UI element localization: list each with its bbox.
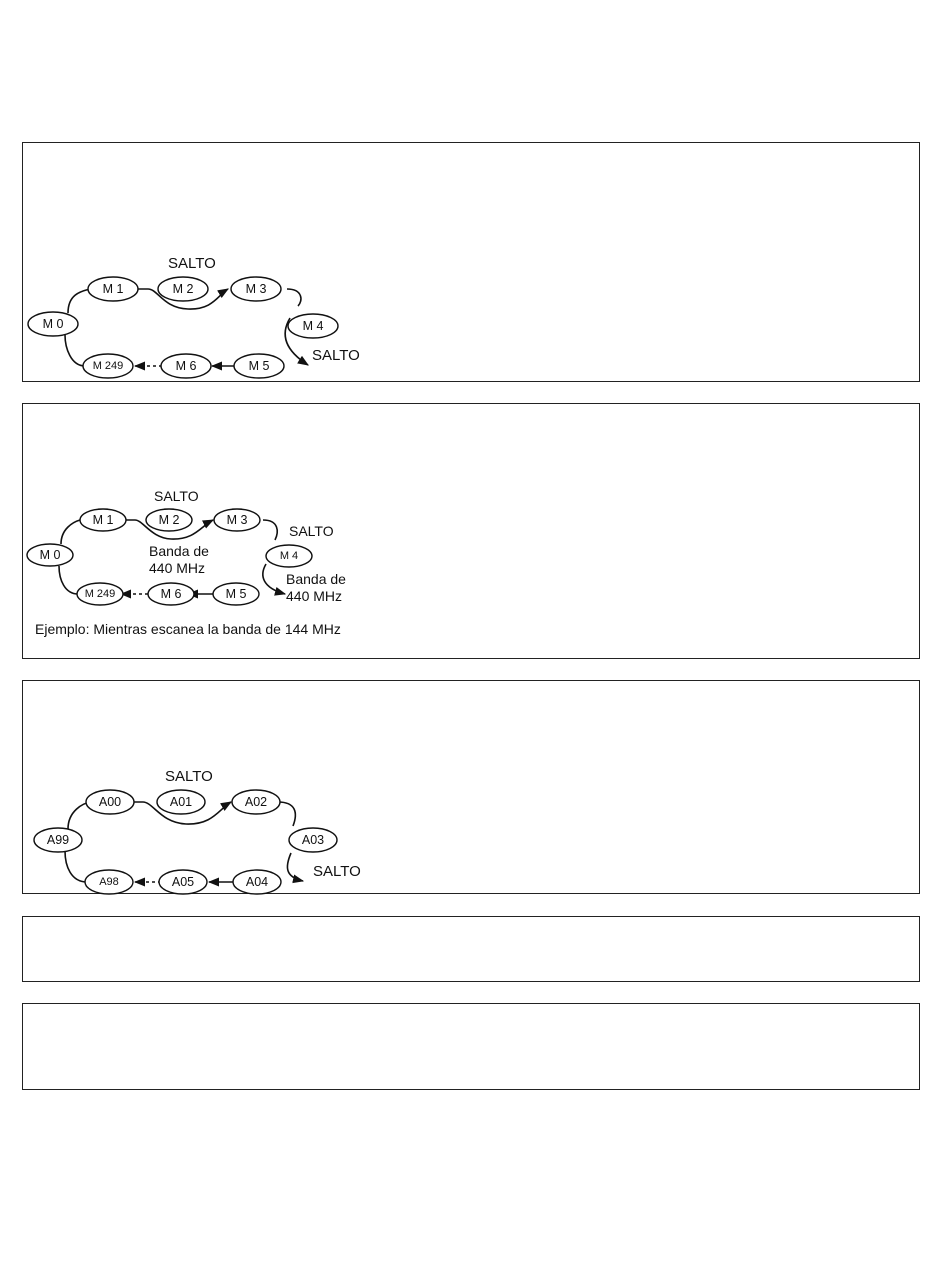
band-skip-diagram bbox=[23, 404, 921, 660]
edge-m0-m1 bbox=[61, 520, 80, 544]
node-label: M 249 bbox=[84, 588, 116, 600]
node-label: M 249 bbox=[92, 360, 124, 372]
node-label: M 2 bbox=[172, 282, 194, 296]
memory-skip-diagram bbox=[23, 143, 921, 383]
memory-node-m0 bbox=[27, 544, 73, 566]
node-label: M 5 bbox=[248, 359, 270, 373]
diagram-caption: Ejemplo: Mientras escanea la banda de 144 MHz bbox=[35, 621, 341, 637]
edge-a02-a03 bbox=[278, 802, 295, 826]
node-label: M 0 bbox=[39, 548, 61, 562]
node-label: M 5 bbox=[225, 587, 247, 601]
band-skip-diagram-box bbox=[22, 403, 920, 659]
memory-skip-diagram-box bbox=[22, 142, 920, 382]
channel-node-a98 bbox=[85, 870, 133, 894]
channel-skip-diagram-box bbox=[22, 680, 920, 894]
node-label: A05 bbox=[171, 875, 195, 889]
memory-node-m6 bbox=[161, 354, 211, 378]
node-label: M 4 bbox=[302, 319, 324, 333]
memory-node-m2 bbox=[146, 509, 192, 531]
memory-node-m3 bbox=[231, 277, 281, 301]
node-label: A02 bbox=[244, 795, 268, 809]
node-label: A00 bbox=[98, 795, 122, 809]
memory-node-m1 bbox=[80, 509, 126, 531]
memory-node-m249 bbox=[77, 583, 123, 605]
empty-frame-1 bbox=[22, 916, 920, 982]
skip-label-top: SALTO bbox=[168, 255, 216, 272]
channel-node-a03 bbox=[289, 828, 337, 852]
skip-label-top: SALTO bbox=[165, 768, 213, 785]
node-label: A04 bbox=[245, 875, 269, 889]
node-label: M 6 bbox=[175, 359, 197, 373]
memory-node-m5 bbox=[213, 583, 259, 605]
skip-label-right: SALTO bbox=[313, 863, 361, 880]
edge-a98-a99 bbox=[65, 851, 87, 882]
edge-m249-m0 bbox=[59, 566, 78, 594]
channel-node-a05 bbox=[159, 870, 207, 894]
edge-m0-m1 bbox=[68, 289, 90, 313]
memory-node-m3 bbox=[214, 509, 260, 531]
memory-node-m5 bbox=[234, 354, 284, 378]
node-label: M 3 bbox=[245, 282, 267, 296]
memory-node-m2 bbox=[158, 277, 208, 301]
edge-m4-skip-m5 bbox=[263, 564, 285, 594]
memory-node-m0 bbox=[28, 312, 78, 336]
node-label: M 1 bbox=[102, 282, 124, 296]
band-label-right-line1: Banda de bbox=[286, 571, 346, 587]
node-label: M 2 bbox=[158, 513, 180, 527]
edge-m3-m4 bbox=[287, 289, 301, 306]
edge-m3-m4 bbox=[263, 520, 277, 540]
band-label-right-line2: 440 MHz bbox=[286, 588, 343, 604]
empty-frame-2 bbox=[22, 1003, 920, 1090]
memory-node-m4 bbox=[288, 314, 338, 338]
skip-label-right: SALTO bbox=[312, 347, 360, 364]
node-label: M 4 bbox=[279, 550, 299, 562]
edge-m249-m0 bbox=[65, 335, 85, 366]
node-label: M 3 bbox=[226, 513, 248, 527]
node-label: A01 bbox=[169, 795, 193, 809]
memory-node-m6 bbox=[148, 583, 194, 605]
edge-a03-skip-a04 bbox=[287, 853, 303, 881]
band-label-top-line2: 440 MHz bbox=[149, 560, 206, 576]
node-label: A99 bbox=[46, 833, 70, 847]
channel-node-a02 bbox=[232, 790, 280, 814]
channel-skip-diagram bbox=[23, 681, 921, 895]
node-label: M 6 bbox=[160, 587, 182, 601]
skip-label-top: SALTO bbox=[154, 488, 199, 504]
node-label: A03 bbox=[301, 833, 325, 847]
channel-node-a04 bbox=[233, 870, 281, 894]
node-label: M 1 bbox=[92, 513, 114, 527]
memory-node-m1 bbox=[88, 277, 138, 301]
node-label: M 0 bbox=[42, 317, 64, 331]
node-label: A98 bbox=[99, 876, 119, 888]
memory-node-m4 bbox=[266, 545, 312, 567]
channel-node-a99 bbox=[34, 828, 82, 852]
channel-node-a01 bbox=[157, 790, 205, 814]
band-label-top-line1: Banda de bbox=[149, 543, 209, 559]
memory-node-m249 bbox=[83, 354, 133, 378]
skip-label-right: SALTO bbox=[289, 523, 334, 539]
channel-node-a00 bbox=[86, 790, 134, 814]
